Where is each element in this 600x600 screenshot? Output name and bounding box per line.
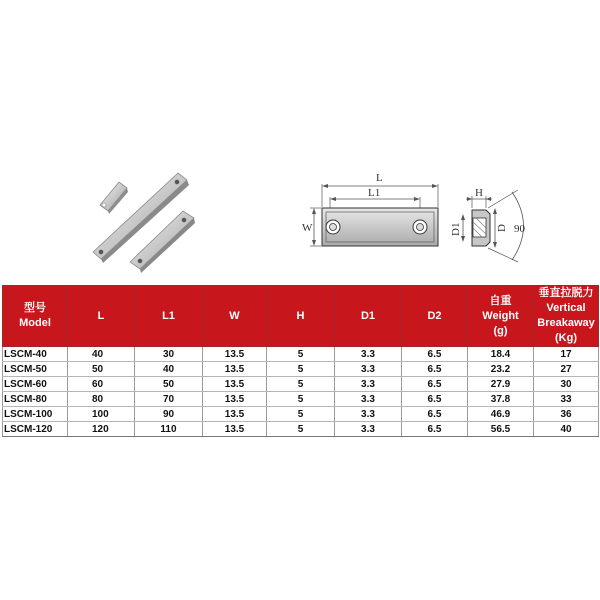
cell-weight: 56.5 xyxy=(468,422,534,437)
header-D1: D1 xyxy=(335,286,402,347)
cell-H: 5 xyxy=(267,347,335,362)
cell-weight: 23.2 xyxy=(468,362,534,377)
table-row xyxy=(3,407,599,422)
cell-D1: 3.3 xyxy=(335,422,402,437)
technical-drawing-side xyxy=(450,187,526,262)
cell-L: 50 xyxy=(68,362,135,377)
cell-D2: 6.5 xyxy=(402,407,468,422)
cell-model: LSCM-100 xyxy=(3,407,68,422)
cell-L: 100 xyxy=(68,407,135,422)
cell-D2: 6.5 xyxy=(402,347,468,362)
cell-model: LSCM-60 xyxy=(3,377,68,392)
cell-breakaway: 36 xyxy=(534,407,599,422)
cell-D1: 3.3 xyxy=(335,362,402,377)
dim-label-W: W xyxy=(302,222,313,234)
cell-W: 13.5 xyxy=(203,377,267,392)
cell-W: 13.5 xyxy=(203,422,267,437)
cell-D1: 3.3 xyxy=(335,407,402,422)
cell-breakaway: 40 xyxy=(534,422,599,437)
cell-D2: 6.5 xyxy=(402,392,468,407)
cell-W: 13.5 xyxy=(203,362,267,377)
cell-L: 40 xyxy=(68,347,135,362)
dim-label-D: D xyxy=(496,224,508,232)
cell-L: 120 xyxy=(68,422,135,437)
cell-L1: 90 xyxy=(135,407,203,422)
cell-L: 80 xyxy=(68,392,135,407)
table-row xyxy=(3,377,599,392)
header-model: 型号 Model xyxy=(3,286,68,347)
header-W: W xyxy=(203,286,267,347)
cell-H: 5 xyxy=(267,422,335,437)
cell-model: LSCM-80 xyxy=(3,392,68,407)
cell-D1: 3.3 xyxy=(335,377,402,392)
cell-L1: 30 xyxy=(135,347,203,362)
cell-L: 60 xyxy=(68,377,135,392)
cell-weight: 46.9 xyxy=(468,407,534,422)
short-channel-bar xyxy=(100,182,128,214)
cell-model: LSCM-120 xyxy=(3,422,68,437)
cell-W: 13.5 xyxy=(203,347,267,362)
cell-D1: 3.3 xyxy=(335,347,402,362)
cell-weight: 37.8 xyxy=(468,392,534,407)
cell-model: LSCM-40 xyxy=(3,347,68,362)
table-row xyxy=(3,347,599,362)
technical-drawing-front xyxy=(302,172,438,246)
cell-weight: 27.9 xyxy=(468,377,534,392)
cell-H: 5 xyxy=(267,362,335,377)
cell-L1: 70 xyxy=(135,392,203,407)
cell-H: 5 xyxy=(267,392,335,407)
product-photo xyxy=(93,173,195,273)
table-header-row xyxy=(3,286,599,347)
spec-table xyxy=(2,285,599,437)
header-weight: 自重 Weight (g) xyxy=(468,286,534,347)
table-row xyxy=(3,392,599,407)
cell-D2: 6.5 xyxy=(402,362,468,377)
cell-H: 5 xyxy=(267,407,335,422)
long-channel-bar xyxy=(93,173,189,263)
product-illustration-area xyxy=(0,0,600,285)
dim-label-angle: 90 xyxy=(514,223,525,235)
header-H: H xyxy=(267,286,335,347)
header-L: L xyxy=(68,286,135,347)
cell-model: LSCM-50 xyxy=(3,362,68,377)
cell-breakaway: 27 xyxy=(534,362,599,377)
dim-label-L1: L1 xyxy=(368,187,381,199)
header-breakaway: 垂直拉脱力 Vertical Breakaway (Kg) xyxy=(534,286,599,347)
cell-breakaway: 30 xyxy=(534,377,599,392)
cell-D2: 6.5 xyxy=(402,422,468,437)
cell-W: 13.5 xyxy=(203,392,267,407)
cell-weight: 18.4 xyxy=(468,347,534,362)
cell-L1: 50 xyxy=(135,377,203,392)
cell-W: 13.5 xyxy=(203,407,267,422)
header-D2: D2 xyxy=(402,286,468,347)
table-row xyxy=(3,422,599,437)
cell-breakaway: 17 xyxy=(534,347,599,362)
cell-D2: 6.5 xyxy=(402,377,468,392)
dim-label-D1: D1 xyxy=(450,222,462,236)
dim-label-L: L xyxy=(376,172,383,184)
cell-H: 5 xyxy=(267,377,335,392)
cell-L1: 110 xyxy=(135,422,203,437)
header-L1: L1 xyxy=(135,286,203,347)
table-row xyxy=(3,362,599,377)
cell-D1: 3.3 xyxy=(335,392,402,407)
cell-breakaway: 33 xyxy=(534,392,599,407)
cell-L1: 40 xyxy=(135,362,203,377)
dim-label-H: H xyxy=(475,187,483,199)
